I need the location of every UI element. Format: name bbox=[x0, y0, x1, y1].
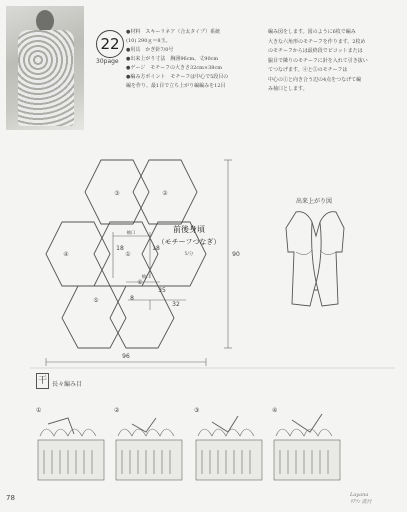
page-number: 78 bbox=[6, 494, 15, 502]
footer-brand bbox=[350, 492, 372, 506]
brand-name: Layana bbox=[350, 492, 369, 498]
stitch-title: 長々編み目 bbox=[52, 381, 83, 388]
step-number: ④ bbox=[272, 407, 278, 414]
instruction-line: 中心の①と向き合う辺の4点をつなげて編 bbox=[268, 76, 362, 83]
dim-18-right: 18 bbox=[152, 245, 160, 252]
materials-line: ●材料 スキーリネア（合太タイプ）系統 bbox=[126, 29, 221, 35]
dim-height: 90 bbox=[232, 251, 240, 258]
materials-line: ●編み方ポイント モチーフは中心で5段目の bbox=[126, 74, 229, 80]
motif-number: ② bbox=[162, 190, 168, 197]
instruction-line: のモチーフからは最終段でピコットまたは bbox=[268, 48, 363, 54]
instruction-line: み袖口とします。 bbox=[268, 86, 308, 92]
step-number: ③ bbox=[194, 407, 200, 414]
motif-number: ④ bbox=[63, 251, 69, 258]
panel-title: 前後身頃 bbox=[173, 225, 205, 234]
dim-width: 96 bbox=[122, 353, 130, 360]
panel-note: 5/分 bbox=[184, 252, 194, 257]
hexagon-motif-bottom bbox=[110, 286, 174, 348]
stitch-step-illustration bbox=[274, 414, 340, 480]
page-reference: 30page bbox=[96, 58, 119, 65]
materials-line: (10) 290ｇ＝8玉。 bbox=[126, 38, 171, 44]
step-number: ② bbox=[114, 407, 120, 414]
hexagon-motif-4 bbox=[46, 222, 110, 286]
pattern-number-badge: 22 bbox=[96, 30, 124, 58]
step-number: ① bbox=[36, 407, 42, 414]
dim-note-bottom: 袖口 bbox=[141, 275, 151, 280]
dim-32: 32 bbox=[172, 301, 180, 308]
stitch-step-illustration bbox=[196, 416, 262, 480]
dim-18-left: 18 bbox=[116, 245, 124, 252]
motif-number: ⑤ bbox=[93, 297, 99, 304]
stitch-symbol: 干 bbox=[36, 373, 49, 389]
stitch-steps bbox=[36, 407, 277, 414]
materials-line: ●ゲージ モチーフの大きさ32cm×38cm bbox=[126, 65, 223, 71]
instruction-line: てつなげます。④と⑤のモチーフは bbox=[268, 67, 348, 73]
materials-line: 編を作り、最1目で立ち上がり編編みを12目 bbox=[126, 83, 226, 89]
brand-sub: ﾘｱｿﾝ 流行 bbox=[350, 499, 372, 505]
instruction-line: 大きな六角形のモチーフを作ります。2枚め bbox=[268, 38, 366, 45]
stitch-step-illustration bbox=[116, 418, 182, 480]
dim-note-top: 袖口 bbox=[126, 231, 136, 236]
motif-number: ⑥ bbox=[137, 279, 143, 286]
stitch-step-illustration bbox=[38, 418, 104, 480]
panel-subtitle: （モチーフつなぎ） bbox=[157, 238, 221, 246]
finished-vest-sketch bbox=[286, 212, 344, 306]
motif-number: ① bbox=[125, 251, 131, 258]
instruction-line: 編み図をします。図のように6枚で編み bbox=[268, 29, 356, 35]
motif-number: ③ bbox=[114, 190, 120, 197]
dim-8: 8 bbox=[130, 295, 134, 302]
hexagon-motif-5 bbox=[62, 286, 126, 348]
finished-label: 出来上がり図 bbox=[295, 198, 333, 205]
materials-line: ●用具 かぎ針7/0号 bbox=[126, 47, 174, 53]
materials-line: ●出来上がり寸法 胸囲96cm、丈90cm bbox=[126, 56, 219, 62]
instruction-line: 脇目で隣りのモチーフに針を入れて引き抜い bbox=[268, 57, 368, 64]
dim-35: 35 bbox=[158, 287, 166, 294]
